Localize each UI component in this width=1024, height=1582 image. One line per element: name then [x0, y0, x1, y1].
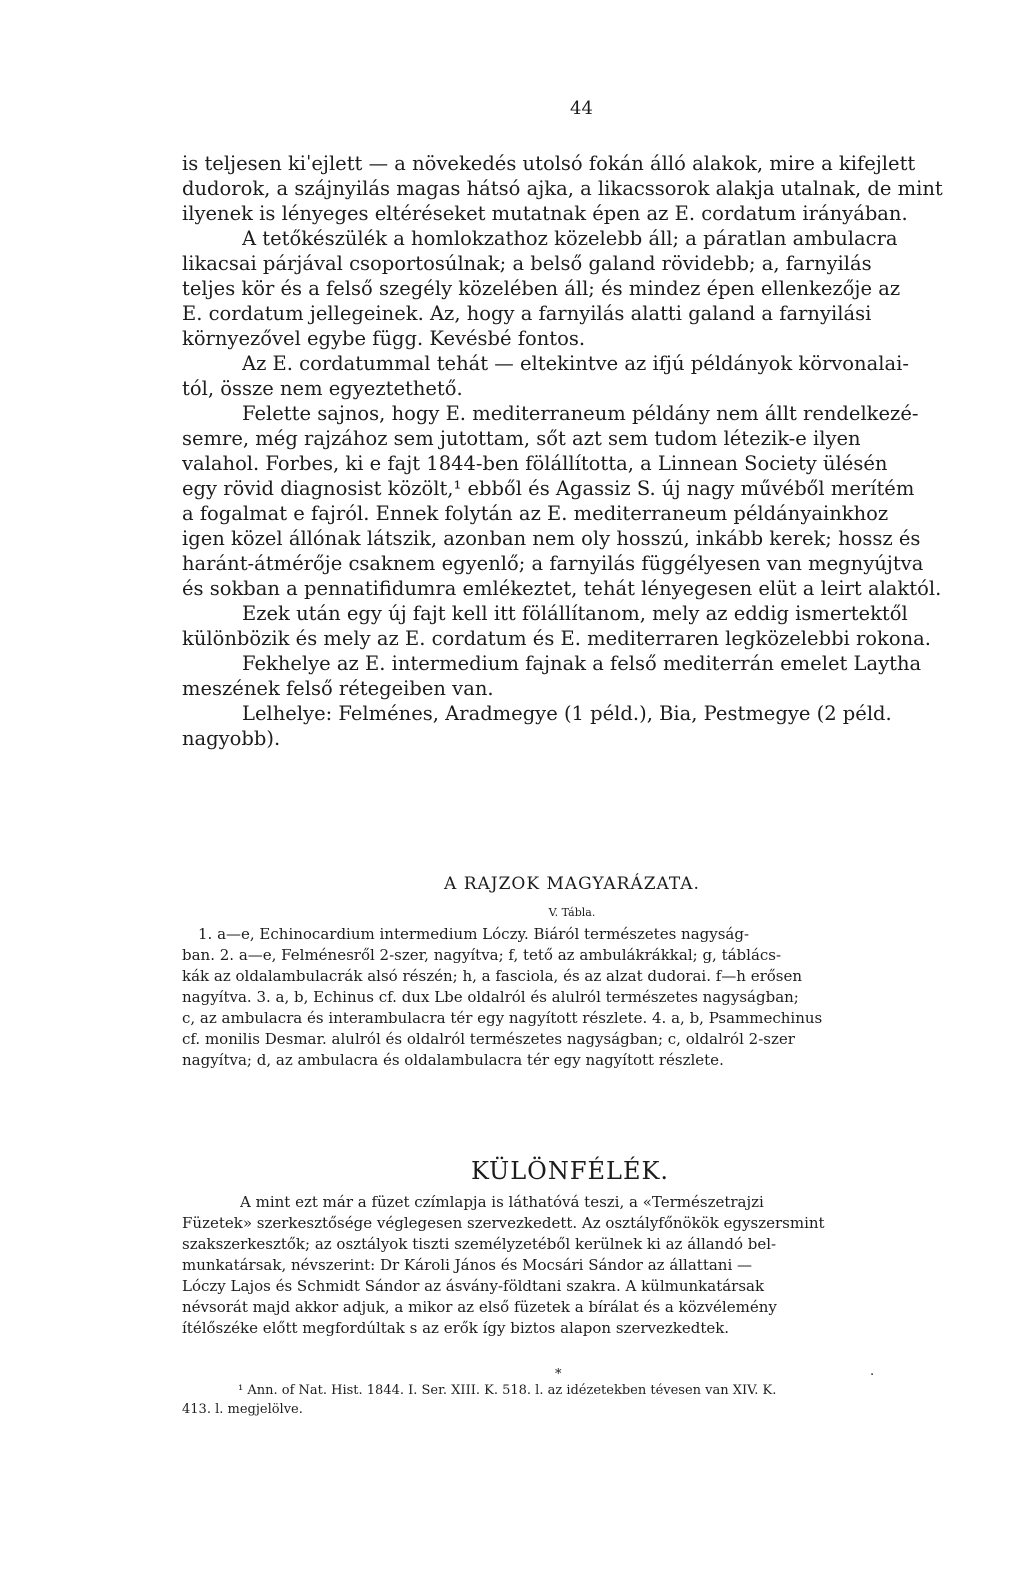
body-line: nagyobb). [182, 727, 281, 750]
caption-line: kák az oldalambulacrák alsó részén; h, a fasciola, és az alzat dudorai. f—h erősen [182, 967, 803, 985]
body-line: likacsai párjával csoportosúlnak; a belső galand rövidebb; a, farnyilás [182, 252, 872, 275]
separator-asterisk: * [555, 1367, 562, 1382]
body-line: A tetőkészülék a homlokzathoz közelebb áll; a páratlan ambulacra [242, 227, 898, 250]
section-heading: KÜLÖNFÉLÉK. [470, 1157, 670, 1185]
section-line: munkatársak, névszerint: Dr Károli János és Mocsári Sándor az állattani — [182, 1256, 753, 1274]
caption-line: nagyítva. 3. a, b, Echinus cf. dux Lbe oldalról és alulról természetes nagyságban; [182, 988, 799, 1006]
body-line: meszének felső rétegeiben van. [182, 677, 494, 700]
body-line: E. cordatum jellegeinek. Az, hogy a farnyilás alatti galand a farnyilási [182, 302, 872, 325]
body-line: ilyenek is lényeges eltéréseket mutatnak épen az E. cordatum irányában. [182, 202, 908, 225]
body-line: Ezek után egy új fajt kell itt fölállítanom, mely az eddig ismertektől [242, 602, 908, 625]
caption-line: nagyítva; d, az ambulacra és oldalambulacra tér egy nagyított részlete. [182, 1051, 724, 1069]
section-line: Lóczy Lajos és Schmidt Sándor az ásvány-földtani szakra. A külmunkatársak [182, 1277, 765, 1295]
footnote-line: 413. l. megjelölve. [182, 1402, 303, 1417]
section-line: A mint ezt már a füzet czímlapja is láthatóvá teszi, a «Természetrajzi [240, 1193, 764, 1211]
separator-dot: . [870, 1364, 875, 1379]
body-line: semre, még rajzához sem jutottam, sőt azt sem tudom létezik-e ilyen [182, 427, 861, 450]
body-line: környezővel egybe függ. Kevésbé fontos. [182, 327, 586, 350]
caption-line: c, az ambulacra és interambulacra tér egy nagyított részlete. 4. a, b, Psammechinus [182, 1009, 823, 1027]
body-line: a fogalmat e fajról. Ennek folytán az E. mediterraneum példányainkhoz [182, 502, 889, 525]
body-line: különbözik és mely az E. cordatum és E. mediterraren legközelebbi rokona. [182, 627, 931, 650]
page-number: 44 [570, 98, 593, 119]
body-line: Az E. cordatummal tehát — eltekintve az ifjú példányok körvonalai- [242, 352, 909, 375]
plates-heading: A RAJZOK MAGYARÁZATA. [444, 874, 700, 894]
body-line: egy rövid diagnosist közölt,¹ ebből és Agassiz S. új nagy művéből merítém [182, 477, 915, 500]
body-line: haránt-átmérője csaknem egyenlő; a farnyilás függélyesen van megnyújtva [182, 552, 924, 575]
caption-line: 1. a—e, Echinocardium intermedium Lóczy. Biáról természetes nagyság- [198, 925, 750, 943]
section-line: névsorát majd akkor adjuk, a mikor az első füzetek a bírálat és a közvélemény [182, 1298, 777, 1316]
body-line: dudorok, a szájnyilás magas hátsó ajka, a likacssorok alakja utalnak, de mint [182, 177, 943, 200]
section-line: Füzetek» szerkesztősége véglegesen szervezkedett. Az osztályfőnökök egyszersmint [182, 1214, 825, 1232]
body-line: valahol. Forbes, ki e fajt 1844-ben fölállította, a Linnean Society ülésén [182, 452, 888, 475]
caption-line: ban. 2. a—e, Felménesről 2-szer, nagyítva; f, tető az ambulákrákkal; g, táblács- [182, 946, 782, 964]
body-line: Felette sajnos, hogy E. mediterraneum példány nem állt rendelkezé- [242, 402, 919, 425]
caption-line: cf. monilis Desmar. alulról és oldalról természetes nagyságban; c, oldalról 2-szer [182, 1030, 795, 1048]
section-line: ítélőszéke előtt megfordúltak s az erők így biztos alapon szervezkedtek. [182, 1319, 730, 1337]
plate-label: V. Tábla. [548, 906, 596, 919]
body-line: és sokban a pennatifidumra emlékeztet, tehát lényegesen elüt a leirt alaktól. [182, 577, 942, 600]
section-line: szakszerkesztők; az osztályok tiszti személyzetéből kerülnek ki az állandó bel- [182, 1235, 777, 1253]
body-line: teljes kör és a felső szegély közelében áll; és mindez épen ellenkezője az [182, 277, 901, 300]
body-line: Lelhelye: Felménes, Aradmegye (1 péld.), Bia, Pestmegye (2 péld. [242, 702, 892, 725]
body-line: Fekhelye az E. intermedium fajnak a felső mediterrán emelet Laytha [242, 652, 922, 675]
body-line: is teljesen kiˈejlett — a növekedés utolsó fokán álló alakok, mire a kifejlett [182, 152, 916, 175]
body-line: igen közel állónak látszik, azonban nem oly hosszú, inkább kerek; hossz és [182, 527, 921, 550]
body-line: tól, össze nem egyeztethető. [182, 377, 463, 400]
footnote-line: ¹ Ann. of Nat. Hist. 1844. I. Ser. XIII. K. 518. l. az idézetekben tévesen van XIV. K. [238, 1383, 777, 1398]
